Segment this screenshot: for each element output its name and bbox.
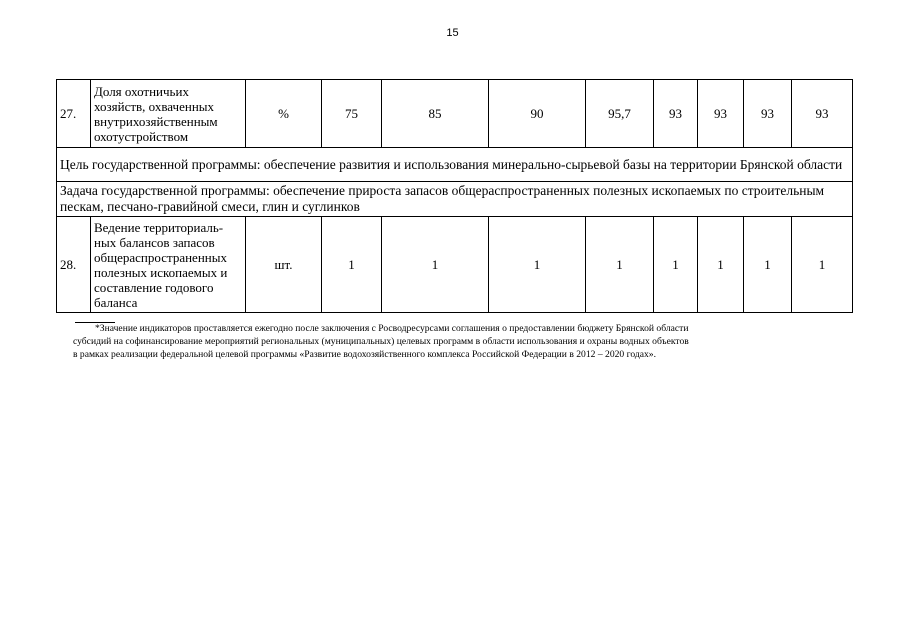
- value-cell: 1: [792, 217, 853, 313]
- table-row-task: [57, 182, 853, 217]
- value-cell: 75: [322, 80, 382, 148]
- table-row-goal: [57, 148, 853, 182]
- value-cell: 93: [698, 80, 744, 148]
- program-task: Задача государственной программы: обеспечение прироста запасов общераспространенных полезных ископаемых по строительным пескам, песчано-гравийной смеси, глин и суглинков: [57, 182, 853, 217]
- name-line: баланса: [94, 294, 138, 310]
- indicators-table: [56, 79, 853, 313]
- footnote-line: субсидий на софинансирование мероприятий региональных (муниципальных) целевых программ в области использования и охраны водных объектов: [73, 336, 689, 347]
- name-line: Ведение территориаль-: [94, 219, 224, 235]
- row-number: 27.: [57, 80, 91, 148]
- name-line: полезных ископаемых и: [94, 264, 228, 280]
- value-cell: 1: [382, 217, 489, 313]
- name-line: составление годового: [94, 279, 214, 295]
- name-line: охотустройством: [94, 128, 189, 144]
- row-number: 28.: [57, 217, 91, 313]
- name-line: общераспространенных: [94, 249, 227, 265]
- footnote-line: *Значение индикаторов проставляется ежегодно после заключения с Росводресурсами соглашения о предоставлении бюджету Брянской области: [95, 323, 689, 334]
- unit-cell: шт.: [246, 217, 322, 313]
- value-cell: 1: [322, 217, 382, 313]
- table-row-28: [57, 217, 853, 313]
- unit-cell: %: [246, 80, 322, 148]
- value-cell: 1: [489, 217, 586, 313]
- name-line: внутрихозяйственным: [94, 113, 218, 129]
- name-line: хозяйств, охваченных: [94, 98, 215, 114]
- value-cell: 85: [382, 80, 489, 148]
- program-goal: Цель государственной программы: обеспечение развития и использования минерально-сырьевой базы на территории Брянской области: [57, 148, 853, 182]
- value-cell: 90: [489, 80, 586, 148]
- footnote: [75, 322, 845, 361]
- page-number: 15: [446, 27, 459, 39]
- value-cell: 1: [698, 217, 744, 313]
- name-line: Доля охотничьих: [94, 83, 189, 99]
- table-row-27: [57, 80, 853, 148]
- value-cell: 1: [654, 217, 698, 313]
- value-cell: 93: [654, 80, 698, 148]
- indicator-name: [91, 80, 246, 148]
- name-line: ных балансов запасов: [94, 234, 215, 250]
- value-cell: 1: [586, 217, 654, 313]
- indicator-name: [91, 217, 246, 313]
- value-cell: 1: [744, 217, 792, 313]
- footnote-line: в рамках реализации федеральной целевой программы «Развитие водохозяйственного комплекса Российской Федерации в 2012 – 2020 годах».: [73, 349, 656, 360]
- value-cell: 93: [792, 80, 853, 148]
- value-cell: 93: [744, 80, 792, 148]
- value-cell: 95,7: [586, 80, 654, 148]
